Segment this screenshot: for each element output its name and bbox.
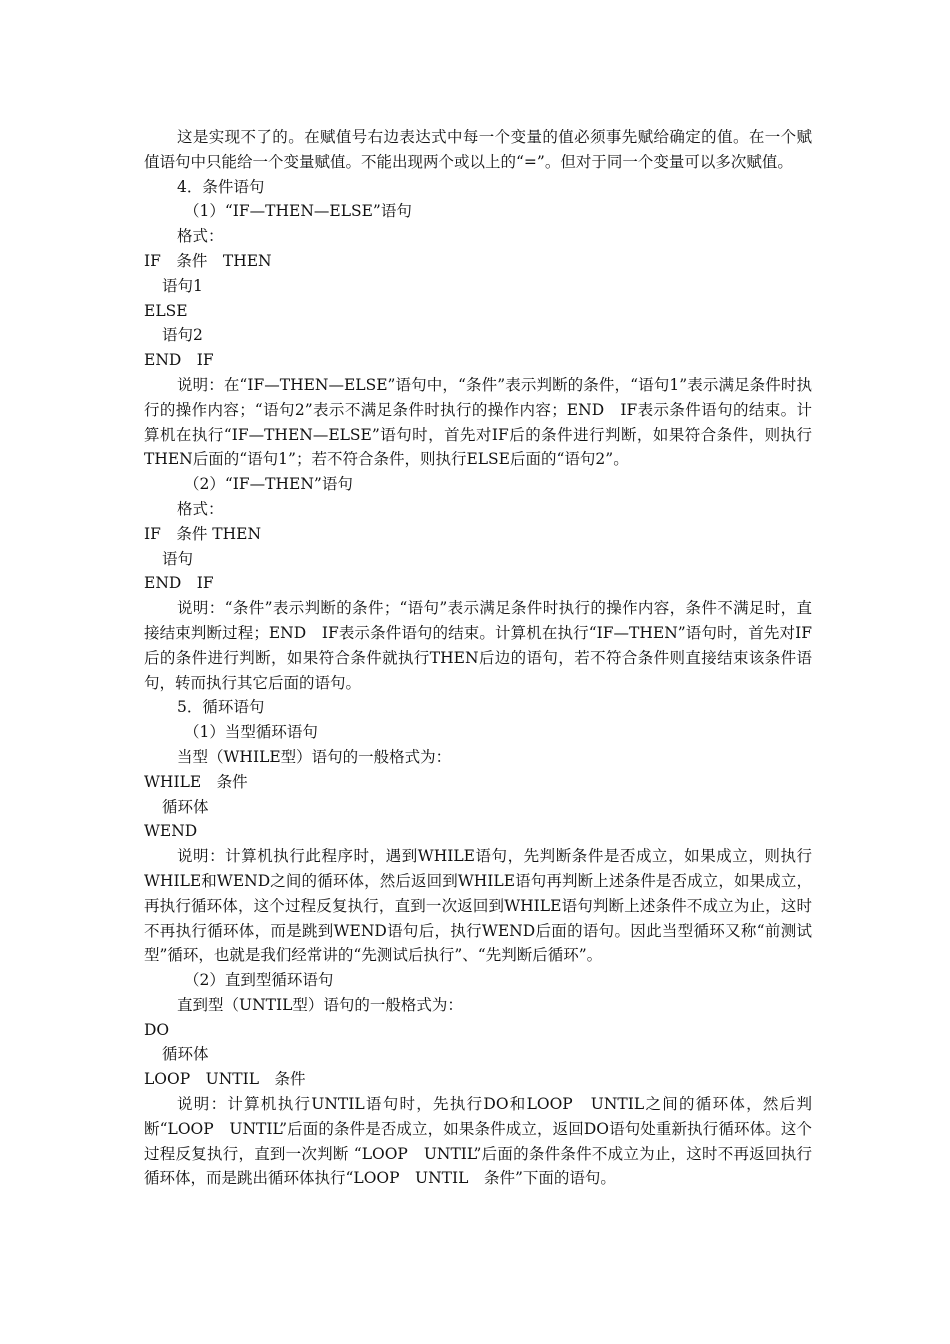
document-body: [144, 125, 812, 1191]
paragraph: 循环体: [162, 797, 209, 816]
paragraph: 语句: [162, 549, 194, 568]
paragraph: END IF: [144, 351, 214, 370]
paragraph: （2）直到型循环语句: [184, 971, 334, 990]
paragraph: 循环体: [162, 1045, 209, 1064]
paragraph: END IF: [144, 574, 214, 593]
paragraph: （2）“IF—THEN”语句: [184, 475, 353, 494]
paragraph: 直到型（UNTIL型）语句的一般格式为：: [177, 995, 463, 1014]
paragraph: IF 条件 THEN: [144, 251, 272, 270]
paragraph: 说明：在“IF—THEN—ELSE”语句中，“条件”表示判断的条件，“语句1”表示满足条件时执行的操作内容；“语句2”表示不满足条件时执行的操作内容；END IF表示条件语句的结束。计算机在执行“IF—THEN—ELSE”语句时，首先对IF后的条件进行判断，如果符合条件，则执行THEN后面的“语句1”；若不符合条件，则执行ELSE后面的“语句2”。: [144, 375, 812, 469]
paragraph: 格式：: [177, 499, 224, 518]
paragraph: 5．循环语句: [177, 698, 265, 717]
paragraph: （1）当型循环语句: [184, 723, 318, 742]
paragraph: 说明：“条件”表示判断的条件；“语句”表示满足条件时执行的操作内容，条件不满足时，直接结束判断过程；END IF表示条件语句的结束。计算机在执行“IF—THEN”语句时，首先对IF后的条件进行判断，如果符合条件就执行THEN后边的语句，若不符合条件则直接结束该条件语句，转而执行其它后面的语句。: [144, 599, 812, 692]
paragraph: 4．条件语句: [177, 177, 265, 196]
paragraph: 语句1: [162, 276, 203, 295]
paragraph: 格式：: [177, 227, 224, 246]
paragraph: LOOP UNTIL 条件: [144, 1070, 306, 1089]
paragraph: IF 条件 THEN: [144, 524, 262, 543]
paragraph: DO: [144, 1020, 170, 1039]
paragraph: （1）“IF—THEN—ELSE”语句: [184, 202, 412, 221]
paragraph: 当型（WHILE型）语句的一般格式为：: [177, 747, 452, 766]
paragraph: ELSE: [144, 301, 188, 320]
paragraph: 说明：计算机执行此程序时，遇到WHILE语句，先判断条件是否成立，如果成立，则执行WHILE和WEND之间的循环体，然后返回到WHILE语句再判断上述条件是否成立，如果成立，再执行循环体，这个过程反复执行，直到一次返回到WHILE语句判断上述条件不成立为止，这时不再执行循环体，而是跳到WEND语句后，执行WEND后面的语句。因此当型循环又称“前测试型”循环，也就是我们经常讲的“先测试后执行”、“先判断后循环”。: [144, 847, 812, 965]
paragraph: 语句2: [162, 326, 203, 345]
paragraph: 这是实现不了的。在赋值号右边表达式中每一个变量的值必须事先赋给确定的值。在一个赋值语句中只能给一个变量赋值。不能出现两个或以上的“=”。但对于同一个变量可以多次赋值。: [144, 128, 812, 171]
paragraph: 说明：计算机执行UNTIL语句时，先执行DO和LOOP UNTIL之间的循环体，然后判断“LOOP UNTIL”后面的条件是否成立，如果条件成立，返回DO语句处重新执行循环体。这个过程反复执行，直到一次判断 “LOOP UNTIL”后面的条件条件不成立为止，这时不再返回执行循环体，而是跳出循环体执行“LOOP UNTIL 条件”下面的语句。: [144, 1095, 812, 1188]
paragraph: WEND: [144, 822, 198, 841]
paragraph: WHILE 条件: [144, 772, 248, 791]
